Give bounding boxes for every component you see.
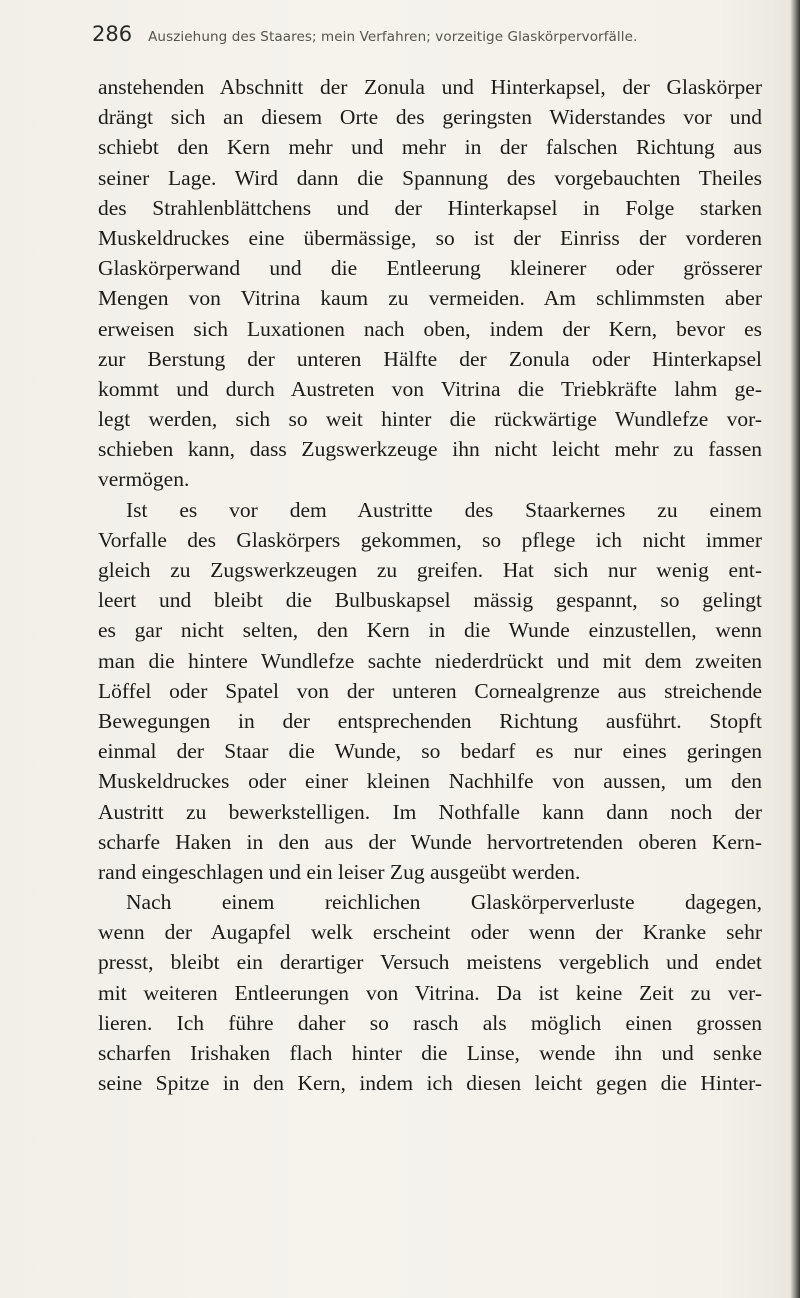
text-line: Löffel oder Spatel von der unteren Cornealgrenze aus streichende	[98, 678, 762, 703]
page-edge-shadow	[790, 0, 800, 1298]
text-line: man die hintere Wundlefze sachte niederdrückt und mit dem zweiten	[98, 648, 762, 673]
text-line: schieben kann, dass Zugswerkzeuge ihn nicht leicht mehr zu fassen	[98, 437, 762, 462]
text-line: es gar nicht selten, den Kern in die Wunde einzustellen, wenn	[98, 618, 762, 643]
text-line: seiner Lage. Wird dann die Spannung des vorgebauchten Theiles	[98, 165, 762, 190]
text-line: drängt sich an diesem Orte des geringsten Widerstandes vor und	[98, 105, 762, 130]
text-line: scharfe Haken in den aus der Wunde hervortretenden oberen Kern-	[98, 829, 762, 854]
paragraph-end-line: vermögen.	[98, 467, 190, 492]
page-header	[92, 22, 772, 62]
page-number: 286	[92, 22, 133, 46]
text-line: einmal der Staar die Wunde, so bedarf es nur eines geringen	[98, 739, 762, 764]
text-line: des Strahlenblättchens und der Hinterkapsel in Folge starken	[98, 195, 762, 220]
text-line: leert und bleibt die Bulbuskapsel mässig gespannt, so gelingt	[98, 588, 762, 613]
text-line: Bewegungen in der entsprechenden Richtung ausführt. Stopft	[98, 708, 762, 733]
running-head: Ausziehung des Staares; mein Verfahren; vorzeitige Glaskörpervorfälle.	[148, 29, 638, 45]
text-line: Muskeldruckes eine übermässige, so ist der Einriss der vorderen	[98, 225, 762, 250]
text-line: kommt und durch Austreten von Vitrina die Triebkräfte lahm ge-	[98, 376, 762, 401]
text-line: Glaskörperwand und die Entleerung kleinerer oder grösserer	[98, 256, 762, 281]
text-line: mit weiteren Entleerungen von Vitrina. Da ist keine Zeit zu ver-	[98, 980, 762, 1005]
text-line: gleich zu Zugswerkzeugen zu greifen. Hat sich nur wenig ent-	[98, 558, 762, 582]
text-line: lieren. Ich führe daher so rasch als möglich einen grossen	[98, 1010, 762, 1035]
text-line: Mengen von Vitrina kaum zu vermeiden. Am schlimmsten aber	[98, 286, 762, 311]
body-text	[98, 72, 762, 1098]
text-line: Vorfalle des Glaskörpers gekommen, so pflege ich nicht immer	[98, 527, 762, 552]
text-line: legt werden, sich so weit hinter die rückwärtige Wundlefze vor-	[98, 407, 762, 432]
text-line: presst, bleibt ein derartiger Versuch meistens vergeblich und endet	[98, 950, 762, 975]
text-line: wenn der Augapfel welk erscheint oder wenn der Kranke sehr	[98, 920, 762, 945]
text-line: scharfen Irishaken flach hinter die Linse, wende ihn und senke	[98, 1041, 762, 1065]
text-line: Muskeldruckes oder einer kleinen Nachhilfe von aussen, um den	[98, 769, 762, 794]
text-line: schiebt den Kern mehr und mehr in der falschen Richtung aus	[98, 135, 762, 160]
text-line: erweisen sich Luxationen nach oben, indem der Kern, bevor es	[98, 316, 762, 341]
text-line: zur Berstung der unteren Hälfte der Zonula oder Hinterkapsel	[98, 346, 762, 371]
text-line: Austritt zu bewerkstelligen. Im Nothfalle kann dann noch der	[98, 799, 762, 824]
paragraph-end-line: rand eingeschlagen und ein leiser Zug ausgeübt werden.	[98, 859, 581, 884]
text-line: anstehenden Abschnitt der Zonula und Hinterkapsel, der Glaskörper	[98, 75, 762, 99]
paragraph-start-line: Nach einem reichlichen Glaskörperverluste dagegen,	[126, 890, 762, 915]
text-line: seine Spitze in den Kern, indem ich diesen leicht gegen die Hinter-	[98, 1071, 762, 1096]
paragraph-start-line: Ist es vor dem Austritte des Staarkernes zu einem	[126, 497, 762, 522]
